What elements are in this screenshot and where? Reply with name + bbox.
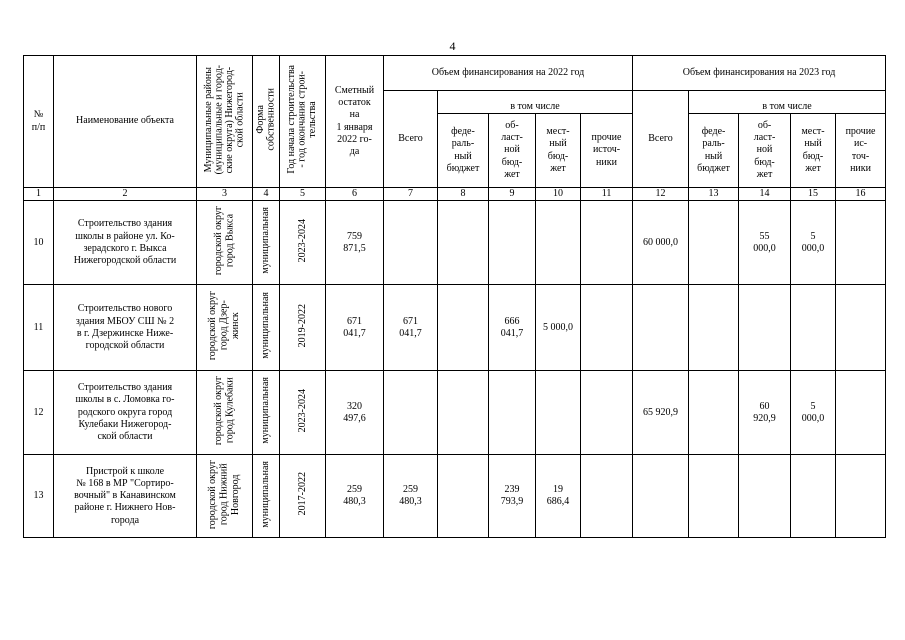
column-number: 13 (689, 188, 739, 201)
y23-other (836, 371, 886, 455)
header-ownership: Форма собственности (253, 56, 280, 188)
y22-federal (438, 371, 489, 455)
y22-total (384, 371, 438, 455)
header-incl-2022: в том числе (438, 91, 633, 114)
column-number: 8 (438, 188, 489, 201)
header-num: № п/п (24, 56, 54, 188)
header-years: Год начала строительства - год окончания строи- тельства (280, 56, 326, 188)
y23-federal (689, 371, 739, 455)
district: городской округ город Выкса (197, 201, 253, 285)
ownership: муниципальная (253, 371, 280, 455)
page-number: 4 (449, 39, 456, 53)
column-number-row (24, 188, 886, 201)
column-number: 9 (489, 188, 536, 201)
header-incl-2023: в том числе (689, 91, 886, 114)
y22-total (384, 201, 438, 285)
estimate: 759 871,5 (326, 201, 384, 285)
header-local-2023: мест- ный бюд- жет (791, 114, 836, 188)
estimate: 259 480,3 (326, 455, 384, 538)
object-name: Строительство здания школы в с. Ломовка го- родского округа город Кулебаки Нижегород- ской области (54, 371, 197, 455)
y23-total (633, 455, 689, 538)
y23-other (836, 455, 886, 538)
header-total-2022: Всего (384, 91, 438, 188)
estimate: 671 041,7 (326, 285, 384, 371)
ownership: муниципальная (253, 201, 280, 285)
y22-regional: 239 793,9 (489, 455, 536, 538)
header-federal-2022: феде- раль- ный бюджет (438, 114, 489, 188)
y23-federal (689, 201, 739, 285)
header-regional-2023: об- ласт- ной бюд- жет (739, 114, 791, 188)
y22-regional (489, 201, 536, 285)
header-fin-2023: Объем финансирования на 2023 год (633, 56, 886, 91)
y23-total: 65 920,9 (633, 371, 689, 455)
column-number: 12 (633, 188, 689, 201)
estimate: 320 497,6 (326, 371, 384, 455)
header-other-2022: прочие источ- ники (581, 114, 633, 188)
y23-local: 5 000,0 (791, 201, 836, 285)
y22-federal (438, 201, 489, 285)
y23-regional: 55 000,0 (739, 201, 791, 285)
object-name: Строительство здания школы в районе ул. Ко- зерадского г. Выкса Нижегородской области (54, 201, 197, 285)
y22-total: 671 041,7 (384, 285, 438, 371)
y22-other (581, 455, 633, 538)
y23-total (633, 285, 689, 371)
row-num: 12 (24, 371, 54, 455)
y23-local (791, 285, 836, 371)
y22-other (581, 371, 633, 455)
column-number: 5 (280, 188, 326, 201)
column-number: 1 (24, 188, 54, 201)
y22-federal (438, 285, 489, 371)
district: городской округ город Нижний Новгород (197, 455, 253, 538)
y23-federal (689, 455, 739, 538)
years: 2019-2022 (280, 285, 326, 371)
column-number: 10 (536, 188, 581, 201)
y22-local (536, 371, 581, 455)
header-other-2023: прочие ис- точ- ники (836, 114, 886, 188)
y22-other (581, 285, 633, 371)
years: 2023-2024 (280, 201, 326, 285)
y22-local: 19 686,4 (536, 455, 581, 538)
column-number: 15 (791, 188, 836, 201)
ownership: муниципальная (253, 455, 280, 538)
years: 2017-2022 (280, 455, 326, 538)
header-fin-2022: Объем финансирования на 2022 год (384, 56, 633, 91)
y22-local (536, 201, 581, 285)
row-num: 10 (24, 201, 54, 285)
district: городской округ город Дзер- жинск (197, 285, 253, 371)
ownership: муниципальная (253, 285, 280, 371)
y23-federal (689, 285, 739, 371)
district: городской округ город Кулебаки (197, 371, 253, 455)
column-number: 11 (581, 188, 633, 201)
y23-local (791, 455, 836, 538)
y23-regional: 60 920,9 (739, 371, 791, 455)
y22-total: 259 480,3 (384, 455, 438, 538)
column-number: 3 (197, 188, 253, 201)
column-number: 14 (739, 188, 791, 201)
row-num: 13 (24, 455, 54, 538)
y22-local: 5 000,0 (536, 285, 581, 371)
table-row (24, 371, 886, 455)
header-federal-2023: феде- раль- ный бюджет (689, 114, 739, 188)
object-name: Строительство нового здания МБОУ СШ № 2 в г. Дзержинске Ниже- городской области (54, 285, 197, 371)
row-num: 11 (24, 285, 54, 371)
column-number: 16 (836, 188, 886, 201)
y22-regional (489, 371, 536, 455)
header-district: Муниципальные районы (муниципальные и город- ские округа) Нижегород- ской области (197, 56, 253, 188)
y23-other (836, 285, 886, 371)
y23-total: 60 000,0 (633, 201, 689, 285)
column-number: 4 (253, 188, 280, 201)
y23-local: 5 000,0 (791, 371, 836, 455)
y22-federal (438, 455, 489, 538)
header-local-2022: мест- ный бюд- жет (536, 114, 581, 188)
header-name: Наименование объекта (54, 56, 197, 188)
table-row (24, 201, 886, 285)
y22-other (581, 201, 633, 285)
financing-table (23, 55, 886, 538)
years: 2023-2024 (280, 371, 326, 455)
column-number: 6 (326, 188, 384, 201)
header-estimate: Сметный остаток на 1 января 2022 го- да (326, 56, 384, 188)
table-row (24, 285, 886, 371)
y23-other (836, 201, 886, 285)
y23-regional (739, 285, 791, 371)
column-number: 7 (384, 188, 438, 201)
table-row (24, 455, 886, 538)
header-regional-2022: об- ласт- ной бюд- жет (489, 114, 536, 188)
object-name: Пристрой к школе № 168 в МР "Сортиро- вочный" в Канавинском районе г. Нижнего Нов- города (54, 455, 197, 538)
y22-regional: 666 041,7 (489, 285, 536, 371)
y23-regional (739, 455, 791, 538)
column-number: 2 (54, 188, 197, 201)
header-total-2023: Всего (633, 91, 689, 188)
